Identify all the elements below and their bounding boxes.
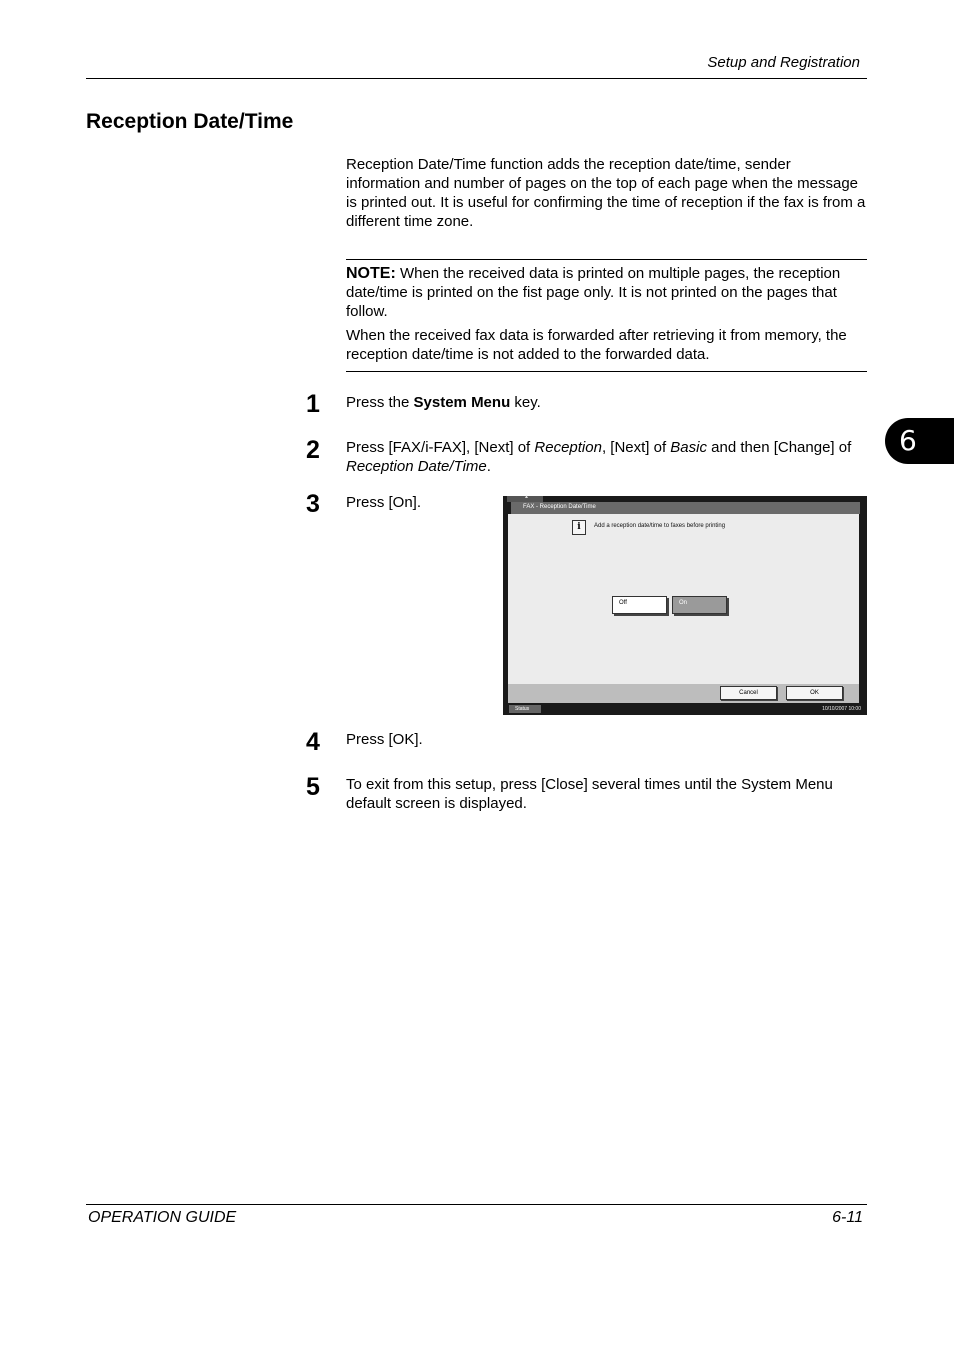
- on-button[interactable]: On: [672, 596, 727, 614]
- info-icon: i: [572, 520, 586, 535]
- note-label: NOTE:: [346, 265, 396, 282]
- footer-guide-name: OPERATION GUIDE: [88, 1209, 237, 1226]
- note-box: [346, 259, 867, 372]
- cancel-button[interactable]: Cancel: [720, 686, 777, 700]
- page-number: 6-11: [832, 1209, 863, 1226]
- section-title: Reception Date/Time: [86, 110, 294, 133]
- running-header: Setup and Registration: [707, 54, 860, 71]
- chapter-number: 6: [899, 424, 917, 457]
- header-rule: [86, 78, 867, 79]
- note-text-1: When the received data is printed on multiple pages, the reception date/time is printed on the fist page only. It is not printed on the pages that follow.: [346, 265, 841, 320]
- step-number: 3: [306, 490, 320, 518]
- footer-rule: [86, 1204, 867, 1205]
- step-number: 2: [306, 436, 320, 464]
- step-5-text: To exit from this setup, press [Close] several times until the System Menu default screen is displayed.: [346, 776, 833, 812]
- panel-datetime: 10/10/2007 10:00: [822, 706, 861, 712]
- step-number: 5: [306, 773, 320, 801]
- step-number: 4: [306, 728, 320, 756]
- intro-paragraph: Reception Date/Time function adds the reception date/time, sender information and number of pages on the top of each page when the message is printed out. It is useful for confirming the time of reception if the fax is from a different time zone.: [346, 156, 866, 230]
- status-button[interactable]: Status: [509, 705, 541, 713]
- panel-body: [508, 514, 859, 684]
- panel-footer: [508, 684, 859, 703]
- step-4-text: Press [OK].: [346, 731, 423, 748]
- panel-title: FAX - Reception Date/Time: [523, 504, 596, 510]
- note-text-2: When the received fax data is forwarded after retrieving it from memory, the reception date/time is not added to the forwarded data.: [346, 327, 847, 363]
- step-3-text: Press [On].: [346, 494, 422, 511]
- off-button[interactable]: Off: [612, 596, 667, 614]
- step-1-text: Press the System Menu key.: [346, 394, 541, 411]
- ok-button[interactable]: OK: [786, 686, 843, 700]
- operation-panel-screenshot: [503, 496, 867, 715]
- step-number: 1: [306, 390, 320, 418]
- chapter-tab: [885, 418, 954, 464]
- panel-message: Add a reception date/time to faxes before printing: [594, 523, 726, 529]
- up-arrow-icon: ▲: [524, 494, 529, 500]
- panel-titlebar: [511, 502, 860, 514]
- step-2-text: Press [FAX/i-FAX], [Next] of Reception, [Next] of Basic and then [Change] of Reception Date/Time.: [346, 439, 852, 475]
